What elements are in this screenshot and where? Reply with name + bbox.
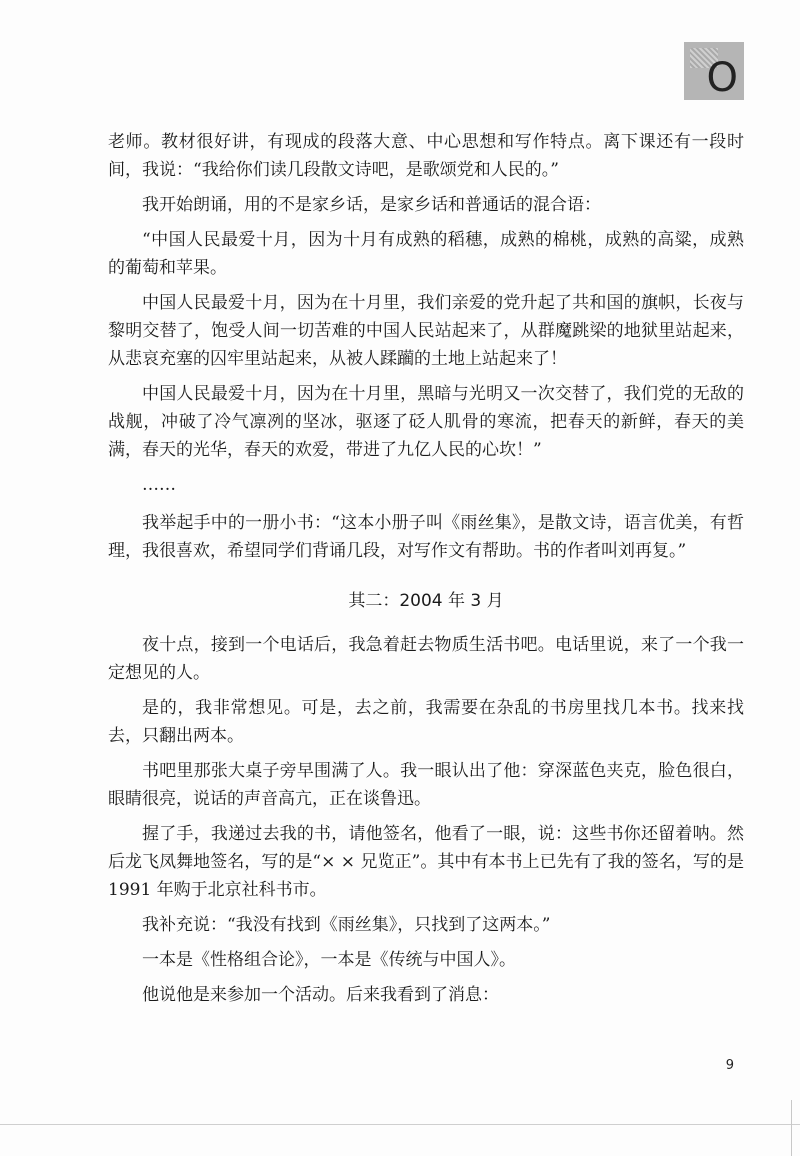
- page-edge-rule: [0, 1124, 800, 1125]
- paragraph: 我开始朗诵，用的不是家乡话，是家乡话和普通话的混合语：: [142, 195, 601, 215]
- chapter-letter: O: [706, 55, 738, 101]
- paragraph: 夜十点，接到一个电话后，我急着赶去物质生活书吧。电话里说，来了一个我一定想见的人。: [108, 635, 744, 683]
- paragraph: 一本是《性格组合论》，一本是《传统与中国人》。: [142, 950, 516, 970]
- page-number: 9: [725, 1058, 734, 1073]
- paragraph: 老师。教材很好讲，有现成的段落大意、中心思想和写作特点。离下课还有一段时间，我说：“我给你们读几段散文诗吧，是歌颂党和人民的。”: [108, 132, 744, 180]
- paragraph: 是的，我非常想见。可是，去之前，我需要在杂乱的书房里找几本书。找来找去，只翻出两本。: [108, 698, 744, 746]
- paragraph: 书吧里那张大桌子旁早围满了人。我一眼认出了他：穿深蓝色夹克，脸色很白，眼睛很亮，说话的声音高亢，正在谈鲁迅。: [108, 761, 744, 809]
- paragraph: 我举起手中的一册小书：“这本小册子叫《雨丝集》，是散文诗，语言优美，有哲理，我很喜欢，希望同学们背诵几段，对写作文有帮助。书的作者叫刘再复。”: [108, 513, 744, 561]
- body-text: [108, 128, 744, 1016]
- paragraph: 中国人民最爱十月，因为在十月里，黑暗与光明又一次交替了，我们党的无敌的战舰，冲破了冷气凛冽的坚冰，驱逐了砭人肌骨的寒流，把春天的新鲜，春天的美满，春天的光华，春天的欢爱，带进了九亿人民的心坎！”: [108, 384, 744, 460]
- paragraph: 他说他是来参加一个活动。后来我看到了消息：: [142, 985, 499, 1005]
- paragraph: 我补充说：“我没有找到《雨丝集》，只找到了这两本。”: [142, 915, 551, 935]
- chapter-tab: [684, 42, 744, 100]
- ellipsis: ……: [142, 475, 176, 495]
- section-heading: 其二：2004 年 3 月: [348, 591, 504, 611]
- page-edge-line: [791, 1100, 792, 1156]
- paragraph: 握了手，我递过去我的书，请他签名，他看了一眼，说：这些书你还留着呐。然后龙飞凤舞地签名，写的是“× × 兄览正”。其中有本书上已先有了我的签名，写的是 1991 年购于北京社科书市。: [108, 824, 744, 900]
- paragraph: “中国人民最爱十月，因为十月有成熟的稻穗，成熟的棉桃，成熟的高粱，成熟的葡萄和苹果。: [108, 230, 744, 278]
- paragraph: 中国人民最爱十月，因为在十月里，我们亲爱的党升起了共和国的旗帜，长夜与黎明交替了，饱受人间一切苦难的中国人民站起来了，从群魔跳梁的地狱里站起来，从悲哀充塞的囚牢里站起来，从被人蹂躏的土地上站起来了！: [108, 293, 744, 369]
